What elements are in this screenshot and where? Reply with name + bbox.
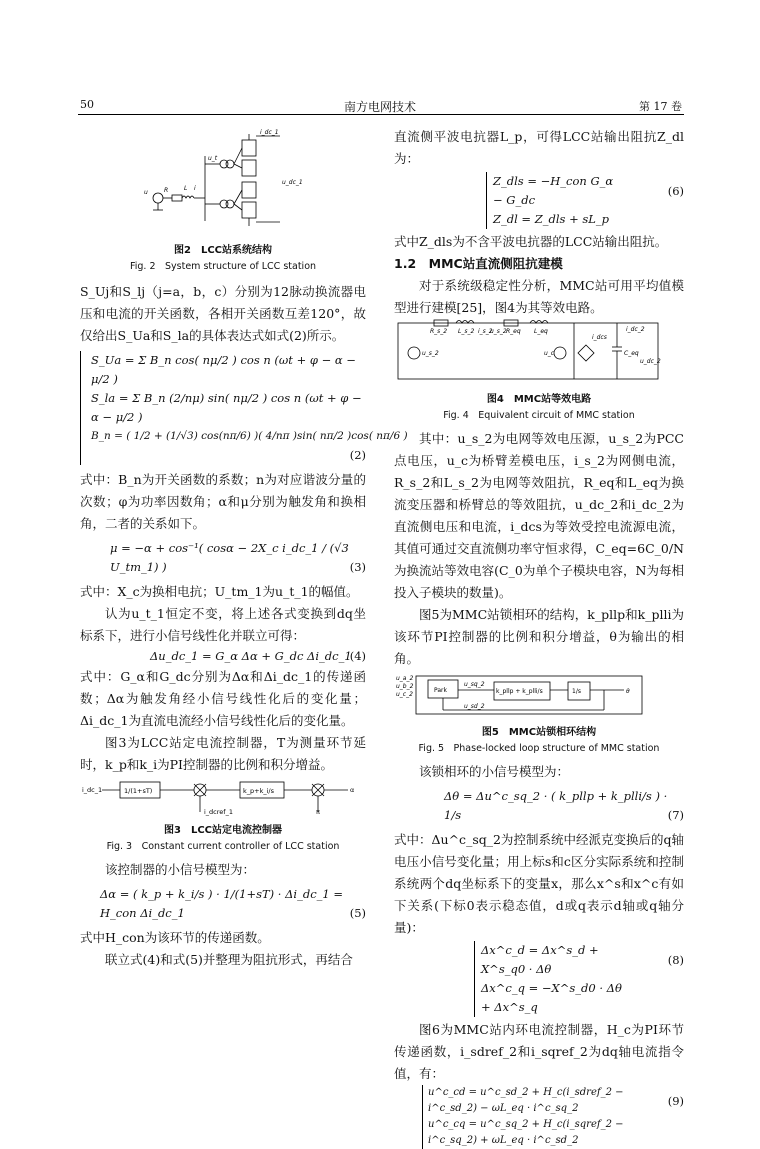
fig4-label-idc: i_dc_2 — [626, 326, 645, 333]
eq9-line-2: u^c_cq = u^c_sq_2 + H_c(i_sqref_2 − i^c_sq_2) + ωL_eq · i^c_sd_2 — [428, 1119, 624, 1146]
fig4-label-ic: i_dcs — [592, 334, 607, 341]
fig2-valve-1 — [242, 140, 256, 156]
fig4-label-ls: L_s_2 — [458, 328, 475, 335]
equation-2 — [80, 351, 408, 465]
header-rule — [78, 114, 684, 115]
right-paragraph-5: 图5为MMC站锁相环的结构，k_pllp和k_plli为该环节PI控制器的比例和积分增益，θ为输出的相角。 — [394, 607, 684, 666]
journal-title: 南方电网技术 — [343, 100, 416, 114]
eq8-number: (8) — [667, 953, 684, 967]
left-paragraph-7: 该控制器的小信号模型为： — [105, 862, 256, 877]
fig2-label-r: R — [164, 187, 169, 194]
fig4-label-udc: u_dc_2 — [640, 358, 661, 365]
left-paragraph-1: S_Uj和S_lj（j=a，b，c）分别为12脉动换流器电压和电流的开关函数，各相开关函数互差120°，故仅给出S_Ua和S_la的具体表达式如式(2)所示。 — [80, 284, 366, 343]
eq3-number: (3) — [349, 560, 366, 574]
fig4-label-u2: u_s_2 — [490, 328, 507, 335]
fig3-ref: i_dcref_1 — [204, 808, 233, 816]
eq7-number: (7) — [667, 808, 684, 822]
eq2-line-1: S_Ua = Σ B_n cos( nμ/2 ) cos n (ωt + φ − α − μ/2 ) — [91, 353, 356, 386]
fig5-park-label: Park — [434, 687, 447, 694]
fig5-caption-cn: 图5 MMC站锁相环结构 — [481, 727, 597, 738]
fig2-label-l: L — [184, 185, 188, 192]
left-paragraph-9: 联立式(4)和式(5)并整理为阻抗形式，再结合 — [105, 952, 353, 967]
left-paragraph-2: 式中：B_n为开关函数的系数；n为对应谐波分量的次数；φ为功率因数角；α和μ分别为触发角和换相角，二者的关系如下。 — [80, 472, 366, 531]
fig2-valve-3 — [242, 182, 256, 198]
eq5-body: Δα = ( k_p + k_i/s ) · 1/(1+sT) · Δi_dc_1 = H_con Δi_dc_1 — [100, 887, 344, 920]
fig2-label-i: i — [194, 185, 196, 192]
fig2-valve-4 — [242, 202, 256, 218]
eq2-number: (2) — [349, 448, 366, 462]
fig2-diagram — [80, 126, 366, 236]
fig3-pi-input: π — [316, 808, 320, 816]
right-column — [394, 126, 684, 1149]
fig2-valve-2 — [242, 160, 256, 176]
fig4-label-i2: i_s_2 — [478, 328, 493, 335]
fig2-caption-cn: 图2 LCC站系统结构 — [173, 245, 272, 256]
fig5-int-label: 1/s — [572, 688, 581, 695]
fig2-label-ut: u_t — [208, 155, 218, 162]
left-paragraph-5: 式中：G_α和G_dc分别为Δα和Δi_dc_1的传递函数；Δα为触发角经小信号线性化后的变化量；Δi_dc_1为直流电流经小信号线性化后的变化量。 — [80, 669, 366, 728]
left-paragraph-6: 图3为LCC站定电流控制器，T为测量环节延时，k_p和k_i为PI控制器的比例和积分增益。 — [80, 735, 366, 772]
right-paragraph-4: 其中：u_s_2为电网等效电压源，u_s_2为PCC点电压，u_c为桥臂差模电压，i_s_2为网侧电流，R_s_2和L_s_2为电网等效阻抗，R_eq和L_eq为换流变压器和桥臂总的等效阻抗，u_dc_2和i_dc_2为直流侧电压和电流，i_dcs为等效受控电流源电流，其值可通过交直流侧功率守恒求得，C_eq=6C_0/N为换流站等效电容(C_0为单个子模块电容，N为每相投入子模块的数量)。 — [394, 431, 684, 600]
fig2-label-udc: u_dc_1 — [282, 179, 303, 186]
eq4-number: (4) — [349, 649, 366, 663]
fig4-current-source — [578, 345, 594, 361]
eq5-number: (5) — [349, 906, 366, 920]
eq2-line-2: S_la = Σ B_n (2/nμ) sin( nμ/2 ) cos n (ωt + φ − α − μ/2 ) — [91, 391, 362, 424]
fig5-input-a: u_a_2 — [396, 675, 414, 682]
fig5-caption — [394, 725, 684, 757]
equation-6 — [394, 172, 684, 229]
equation-3 — [80, 539, 366, 577]
left-paragraph-4: 认为u_t_1恒定不变，将上述各式变换到dq坐标系下，进行小信号线性化并联立可得： — [80, 606, 366, 643]
eq3-body: μ = −α + cos⁻¹( cosα − 2X_c i_dc_1 / (√3 U_tm_1) ) — [110, 541, 349, 574]
section-heading: 1.2 MMC站直流侧阻抗建模 — [394, 256, 563, 271]
fig3-caption-en: Fig. 3 Constant current controller of LCC station — [106, 841, 340, 852]
page-number: 50 — [80, 98, 94, 111]
eq6-number: (6) — [667, 184, 684, 198]
fig3-pi-label: k_p+k_i/s — [243, 787, 274, 795]
right-paragraph-2: 式中Z_dls为不含平波电抗器的LCC站输出阻抗。 — [394, 234, 668, 249]
eq9-line-1: u^c_cd = u^c_sd_2 + H_c(i_sdref_2 − i^c_sd_2) − ωL_eq · i^c_sq_2 — [428, 1087, 624, 1114]
eq6-line-2: Z_dl = Z_dls + sL_p — [493, 212, 610, 226]
fig3-diagram — [80, 776, 366, 816]
fig5-theta: θ — [626, 688, 630, 695]
fig5-diagram — [394, 670, 684, 718]
fig5-ud-label: u_sd_2 — [464, 703, 485, 710]
equation-7 — [394, 787, 684, 825]
fig5-input-c: u_c_2 — [396, 691, 413, 698]
left-paragraph-3: 式中：X_c为换相电抗；U_tm_1为u_t_1的幅值。 — [80, 584, 359, 599]
fig4-label-us: u_s_2 — [422, 350, 439, 357]
right-paragraph-8: 图6为MMC站内环电流控制器，H_c为PI环节传递函数，i_sdref_2和i_sqref_2为dq轴电流指令值，有： — [394, 1022, 684, 1081]
right-paragraph-1: 直流侧平波电抗器L_p，可得LCC站输出阻抗Z_dl为： — [394, 129, 684, 166]
eq6-line-1: Z_dls = −H_con G_α − G_dc — [493, 174, 614, 207]
eq8-line-2: Δx^c_q = −X^s_d0 · Δθ + Δx^s_q — [481, 981, 622, 1014]
fig2-caption-en: Fig. 2 System structure of LCC station — [129, 261, 317, 272]
fig4-grid-source — [408, 347, 420, 359]
eq9-number: (9) — [667, 1094, 684, 1108]
fig5-caption-en: Fig. 5 Phase-locked loop structure of MMC station — [418, 743, 660, 754]
fig5-input-b: u_b_2 — [396, 683, 414, 690]
fig4-uc-source — [554, 347, 566, 359]
left-paragraph-8: 式中H_con为该环节的传递函数。 — [80, 930, 270, 945]
fig4-label-req: R_eq — [506, 328, 521, 335]
equation-9 — [394, 1085, 684, 1149]
equation-4 — [80, 647, 366, 666]
equation-8 — [394, 941, 684, 1017]
fig2-caption — [80, 243, 366, 275]
fig3-lag-label: 1/(1+sT) — [124, 787, 153, 795]
fig4-label-leq: L_eq — [534, 328, 548, 335]
fig4-caption-en: Fig. 4 Equivalent circuit of MMC station — [443, 410, 635, 421]
volume: 第 17 卷 — [639, 100, 682, 113]
fig4-label-ceq: C_eq — [624, 350, 639, 357]
fig4-caption — [394, 392, 684, 424]
fig4-caption-cn: 图4 MMC站等效电路 — [486, 394, 592, 405]
eq4-body: Δu_dc_1 = G_α Δα + G_dc Δi_dc_1 — [150, 649, 352, 663]
equation-5 — [80, 885, 366, 923]
fig3-output: α — [350, 786, 355, 794]
fig4-label-uc: u_c — [544, 350, 555, 357]
fig2-label-u: u — [144, 189, 148, 196]
fig3-caption — [80, 823, 366, 855]
right-paragraph-7: 式中：Δu^c_sq_2为控制系统中经派克变换后的q轴电压小信号变化量；用上标s和c区分实际系统和控制系统两个dq坐标系下的变量x，那么x^s和x^c有如下关系(下标0表示稳态值，d或q表示d轴或q轴分量)： — [394, 832, 684, 935]
fig3-input: i_dc_1 — [82, 786, 103, 794]
fig4-label-rs: R_s_2 — [430, 328, 448, 335]
right-paragraph-3: 对于系统级稳定性分析，MMC站可用平均值模型进行建模[25]，图4为其等效电路。 — [394, 278, 684, 315]
eq8-line-1: Δx^c_d = Δx^s_d + X^s_q0 · Δθ — [481, 943, 599, 976]
fig2-resistor — [172, 195, 182, 201]
eq2-line-3: B_n = ( 1/2 + (1/√3) cos(nπ/6) )( 4/nπ )sin( nπ/2 )cos( nπ/6 ) — [91, 430, 408, 442]
fig5-pi-label: k_pllp + k_plli/s — [496, 688, 543, 695]
fig4-diagram — [394, 319, 684, 385]
eq7-body: Δθ = Δu^c_sq_2 · ( k_pllp + k_plli/s ) · 1/s — [444, 789, 668, 822]
fig2-inductor — [182, 196, 194, 198]
fig2-label-id: i_dc_1 — [260, 129, 279, 136]
fig3-caption-cn: 图3 LCC站定电流控制器 — [163, 825, 282, 836]
fig2-source — [153, 193, 163, 203]
right-paragraph-6: 该锁相环的小信号模型为： — [419, 764, 570, 779]
fig5-uq-label: u_sq_2 — [464, 681, 485, 688]
